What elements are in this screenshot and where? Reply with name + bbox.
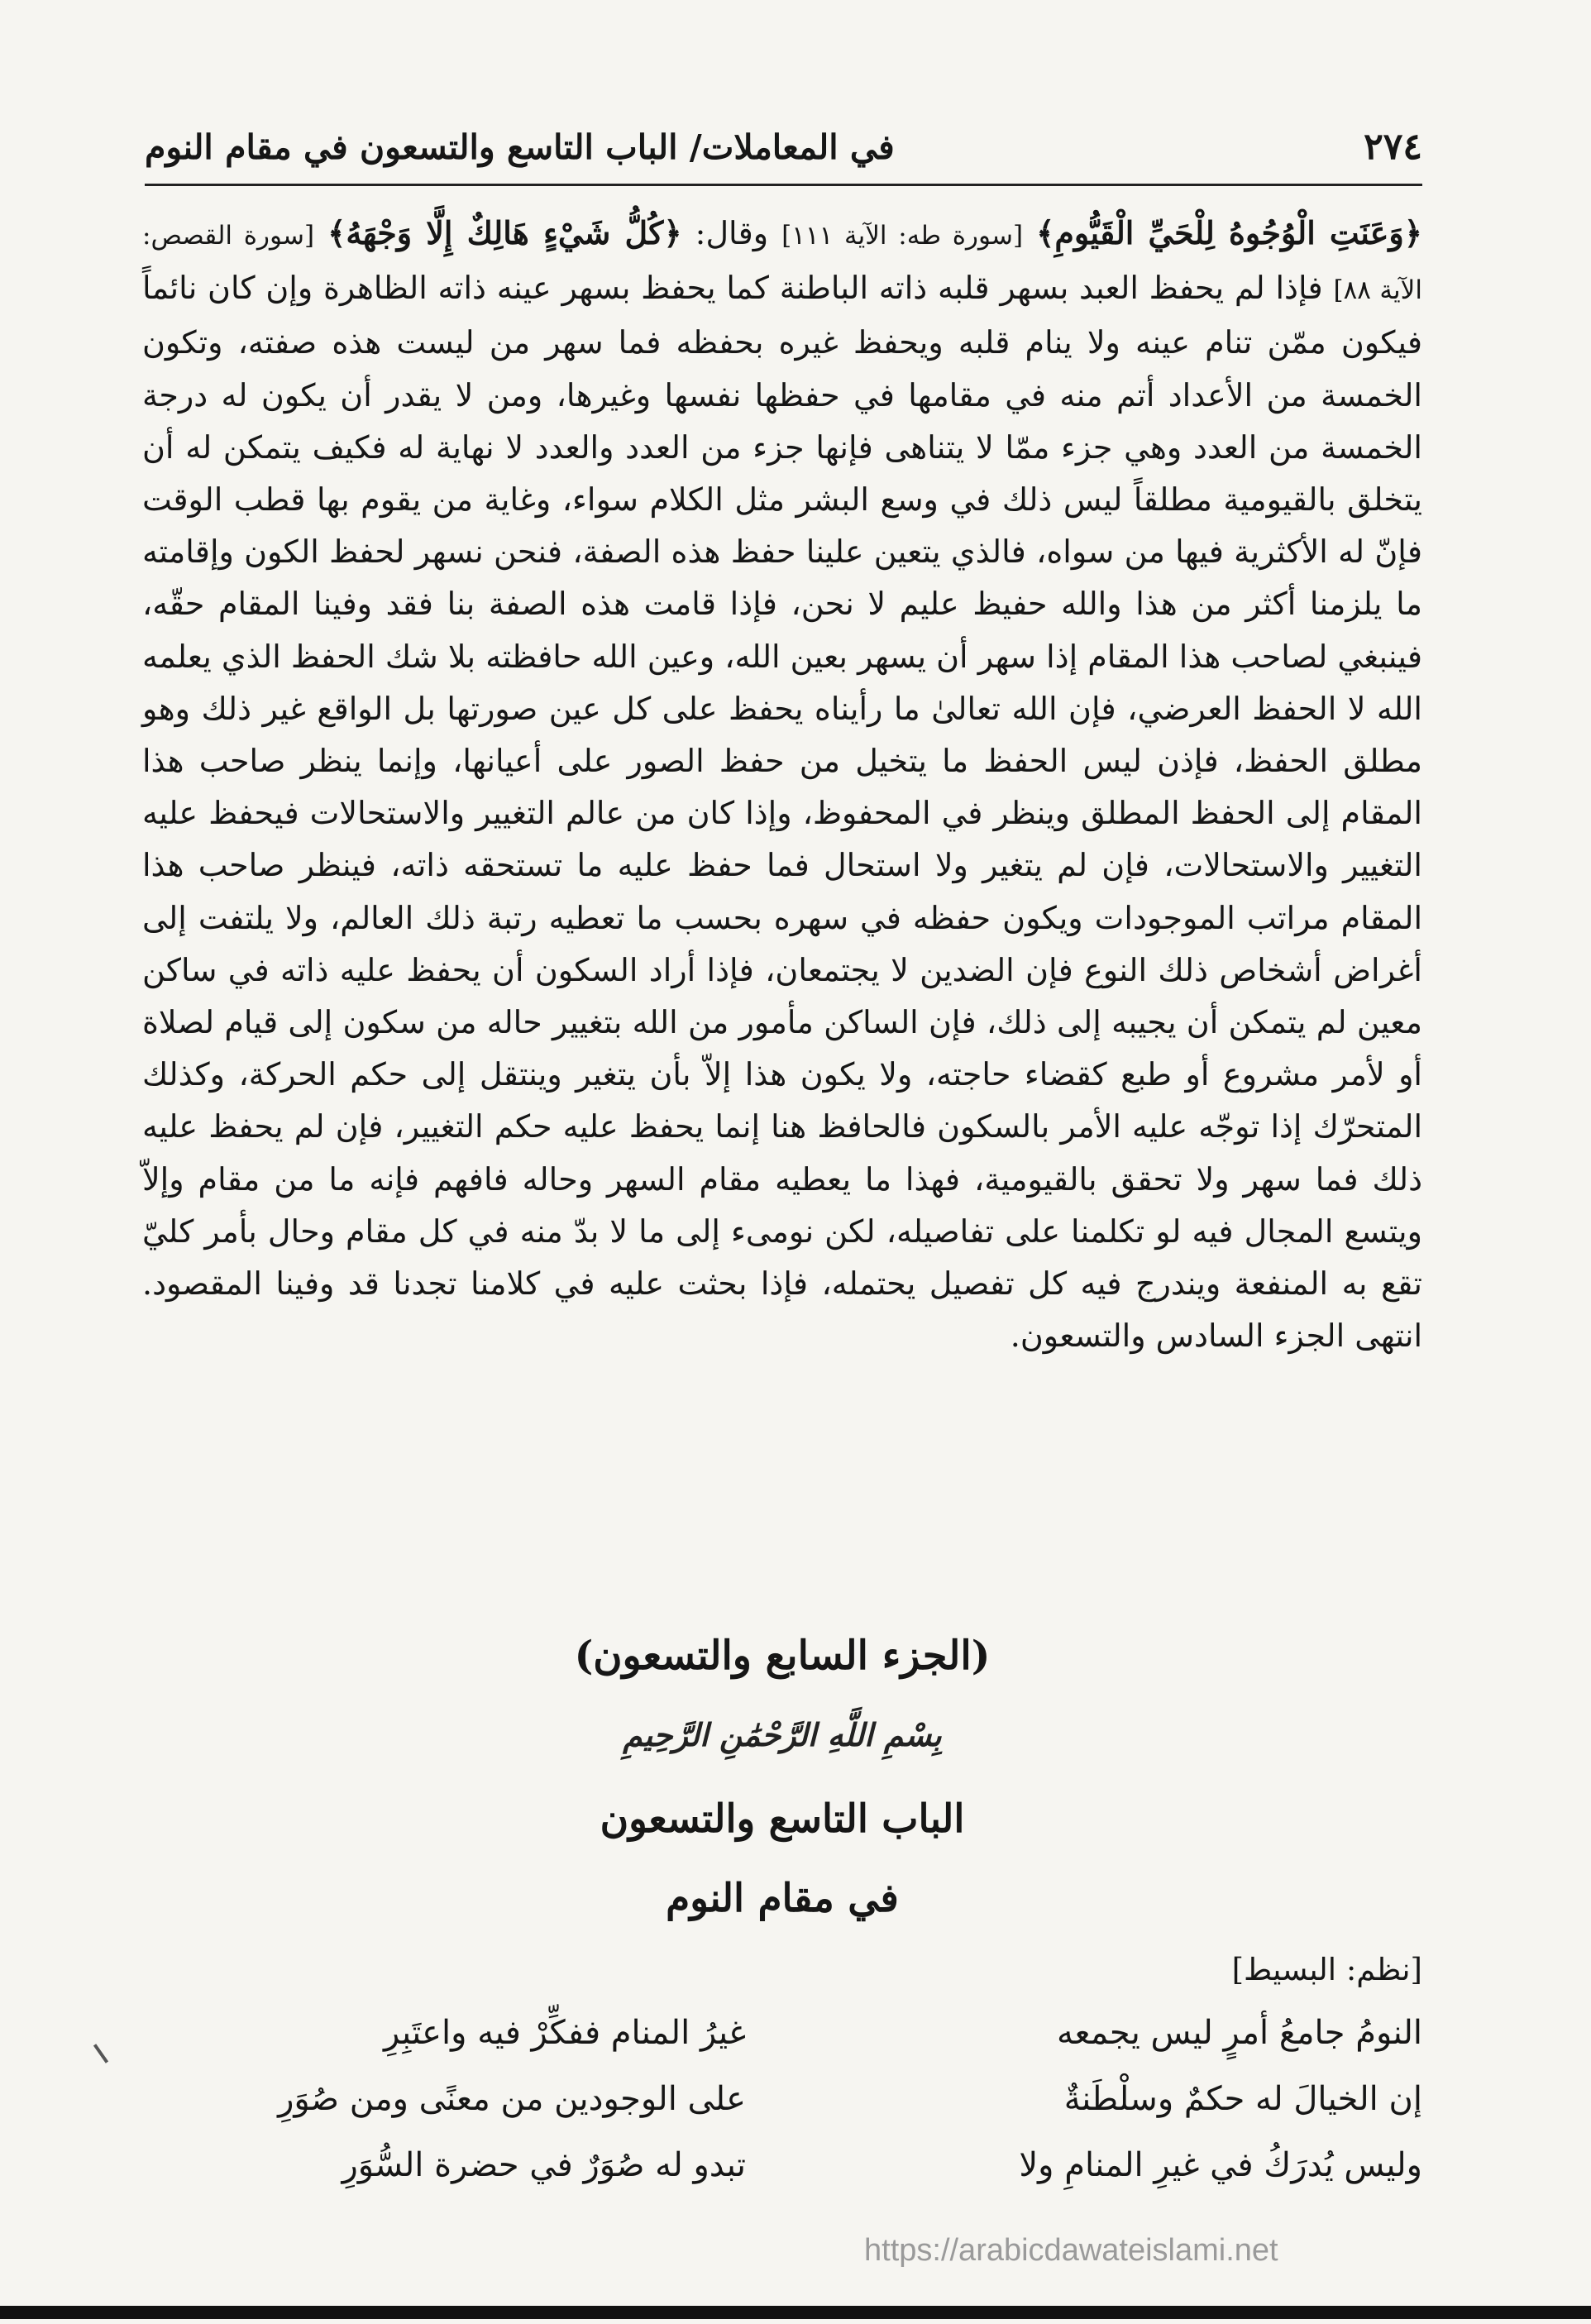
paragraph-text: فإذا لم يحفظ العبد بسهر قلبه ذاته الباطنة كما يحفظ بسهر عينه ذاته الظاهرة وإن كان نائماً فيكون ممّن تنام عينه ولا ينام قلبه ويحفظ غيره بحفظه فما سهر من ليست هذه صفته، وتكون الخمسة من الأعداد أتم منه في مقامها في حفظها نفسها وغيرها، ومن لا يقدر أن يكون له درجة الخمسة من العدد وهي جزء ممّا لا يتناهى فإنها جزء من العدد والعدد لا نهاية له فكيف يتمكن له أن يتخلق بالقيومية مطلقاً ليس ذلك في وسع البشر مثل الكلام سواء، وغاية من يقوم بها قطب الوقت فإنّ له الأكثرية فيها من سواه، فالذي يتعين علينا حفظ هذه الصفة، فنحن نسهر لحفظ الكون وإقامته ما يلزمنا أكثر من هذا والله حفيظ عليم لا نحن، فإذا قامت هذه الصفة بنا فقد وفينا المقام حقّه، فينبغي لصاحب هذا المقام إذا سهر أن يسهر بعين الله، وعين الله حافظته بلا شك الحفظ الذي يعلمه الله لا الحفظ العرضي، فإن الله تعالىٰ ما رأيناه يحفظ على كل عين صورتها بل الواقع غير ذلك وهو مطلق الحفظ، فإذن ليس الحفظ ما يتخيل من حفظ الصور على أعيانها، وإنما ينظر صاحب هذا المقام إلى الحفظ المطلق وينظر في المحفوظ، وإذا كان من عالم التغيير والاستحالات فيحفظ عليه التغيير والاستحالات، فإن لم يتغير ولا استحال فما حفظ عليه ما تستحقه ذاته، فينظر صاحب هذا المقام مراتب الموجودات ويكون حفظه في سهره بحسب ما تعطيه رتبة ذلك العالم، ولا يلتفت إلى أغراض أشخاص ذلك النوع فإن الضدين لا يجتمعان، فإذا أراد السكون أن يحفظ عليه ذاته في ساكن معين لم يتمكن أن يجيبه إلى ذلك، فإن الساكن مأمور من الله بتغيير حاله من سكون إلى قيام لصلاة أو لأمر مشروع أو طبع كقضاء حاجته، ولا يكون هذا إلاّ بأن يتغير وينتقل إلى حكم الحركة، وكذلك المتحرّك إذا توجّه عليه الأمر بالسكون فالحافظ هنا إنما يحفظ عليه حكم التغيير، فإن لم يحفظ عليه ذلك فما سهر ولا تحقق بالقيومية، فهذا ما يعطيه مقام السهر وحاله فافهم فإنه ما من مقام وإلاّ ويتسع المجال فيه لو تكلمنا على تفاصيله، لكن نومىء إلى ما لا بدّ منه في كل مقام وحال بأمر كليّ تقع به المنفعة ويندرج فيه كل تفصيل يحتمله، فإذا بحثت عليه في كلامنا تجدنا قد وفينا المقصود. انتهى الجزء السادس والتسعون. (142, 270, 1422, 1355)
header-divider (145, 184, 1422, 186)
main-paragraph (142, 207, 1422, 1362)
watermark-url: https://arabicdawateislami.net (864, 2233, 1278, 2268)
scan-speck (93, 2044, 108, 2063)
basmala-calligraphy: بِسْمِ اللَّهِ الرَّحْمَٰنِ الرَّحِيمِ (623, 1716, 942, 1753)
poem-verse-1 (142, 2000, 1422, 2066)
hemistich-second: غيرُ المنام ففكِّرْ فيه واعتَبِرِ (383, 2014, 746, 2052)
scan-bottom-border (0, 2306, 1591, 2319)
poem-verse-2 (142, 2066, 1422, 2132)
citation-1: [سورة طه: الآية ١١١] (781, 221, 1024, 251)
hemistich-second: تبدو له صُوَرٌ في حضرة السُّوَرِ (342, 2146, 746, 2184)
chapter-title: الباب التاسع والتسعون (600, 1796, 965, 1842)
quran-verse-1: ﴿وَعَنَتِ الْوُجُوهُ لِلْحَيِّ الْقَيُّومِ﴾ (1036, 214, 1422, 251)
chapter-subtitle: في مقام النوم (666, 1876, 899, 1921)
poetry-meter-label: [نظم: البسيط] (1231, 1952, 1422, 1987)
poem-verse-3 (142, 2132, 1422, 2198)
running-title: في المعاملات/ الباب التاسع والتسعون في مقام النوم (145, 127, 895, 167)
hemistich-first: النومُ جامعُ أمرٍ ليس يجمعه (1057, 2014, 1422, 2052)
hemistich-second: على الوجودين من معنًى ومن صُوَرِ (278, 2080, 746, 2118)
connector-text: وقال: (695, 215, 769, 251)
quran-verse-2: ﴿كُلُّ شَيْءٍ هَالِكٌ إِلَّا وَجْهَهُ﴾ (327, 214, 682, 251)
body-text (142, 207, 1422, 1362)
citation-2: [سورة القصص: الآية ٨٨] (142, 221, 1422, 306)
part-title: (الجزء السابع والتسعون) (574, 1633, 991, 1679)
hemistich-first: إن الخيالَ له حكمٌ وسلْطَنةٌ (1063, 2080, 1422, 2118)
page-number: ٢٧٤ (1364, 126, 1422, 168)
hemistich-first: وليس يُدرَكُ في غيرِ المنامِ ولا (1019, 2146, 1422, 2184)
running-header (145, 114, 1422, 180)
poem (142, 2000, 1422, 2198)
